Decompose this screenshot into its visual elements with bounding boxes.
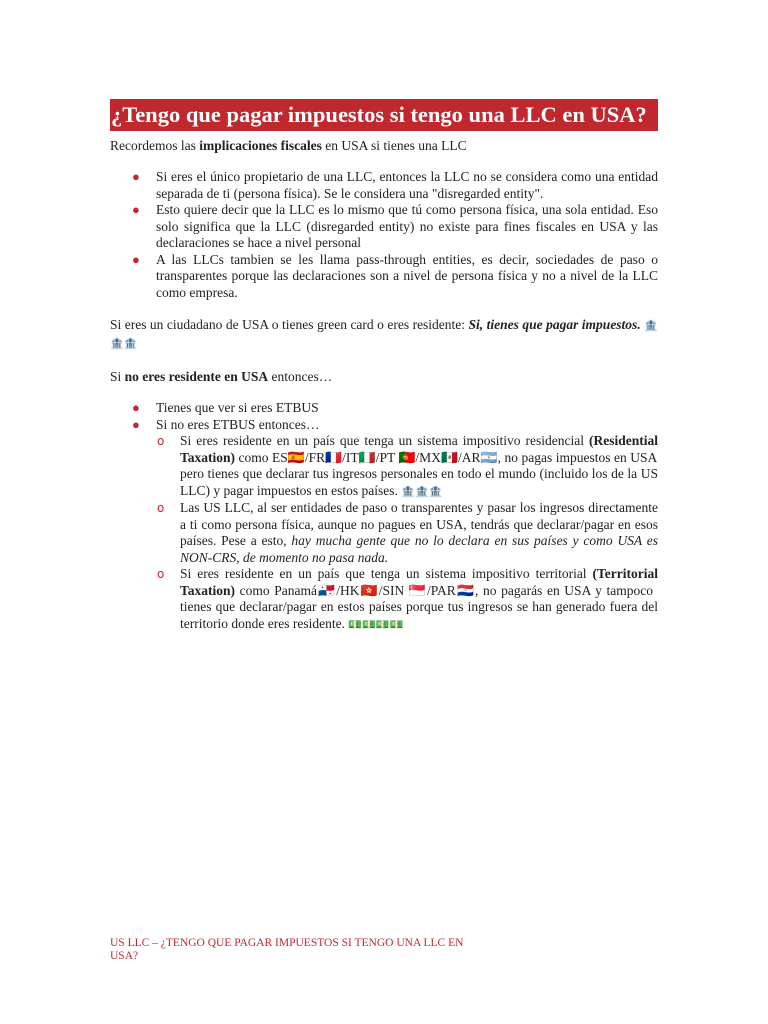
bullet-icon: ● xyxy=(132,416,140,432)
list-item: o Las US LLC, al ser entidades de paso o transparentes y pasar los ingresos directamente a ti como persona física, aunque no pagues en USA, tendrás que declarar/pagar en esos países. Pese a esto, hay mucha gente que no lo declara en sus países y como USA es NON-CRS, de momento no pasa nada. xyxy=(157,500,658,565)
page-title: ¿Tengo que pagar impuestos si tengo una LLC en USA? xyxy=(110,99,658,131)
circle-bullet-icon: o xyxy=(157,567,165,581)
resident-paragraph: Si eres un ciudadano de USA o tienes green card o eres residente: Si, tienes que pagar impuestos. 🏦🏦🏦 xyxy=(110,317,658,350)
nonresident-paragraph: Si no eres residente en USA entonces… xyxy=(110,369,333,384)
list-item: ● A las LLCs tambien se les llama pass-through entities, es decir, sociedades de paso o transparentes porque las declaraciones son a nivel de persona física y no a nivel de la LLC como empresa. xyxy=(132,251,658,300)
bank-icons: 🏦🏦🏦 xyxy=(110,319,658,350)
intro-bold: implicaciones fiscales xyxy=(199,138,322,153)
circle-bullet-icon: o xyxy=(157,434,165,448)
list-item: ● Si no eres ETBUS entonces… o Si eres residente en un país que tenga un sistema impositivo residencial (Residential Taxation) como ES🇪🇸/FR🇫🇷/IT🇮🇹/PT 🇵🇹/MX🇲🇽/AR🇦🇷, no pagas impuestos en USA pero tienes que declarar tus ingresos personales en todo el mundo (incluido los de la US LLC) y pagar impuestos en estos países. 🏦🏦🏦 o Las US LLC, al ser entidades de paso o transparentes y pasar los ingresos directamente a ti como persona física, aunque no pagues en USA, tendrás que declarar/pagar en esos países. Pese a esto, hay mucha gente que no lo declara en sus países y como USA es NON-CRS, de momento no pasa nada. o Si eres residente en un país que tenga un sistema impositivo territorial (Territorial Taxation) como Panamá🇵🇦/HK🇭🇰/SIN 🇸🇬/PAR🇵🇾, no pagarás en USA y tampoco tienes que declarar/pagar en estos países porque tus ingresos se han generado fuera del territorio donde eres residente. 💵💵💵💵 xyxy=(110,417,658,634)
bullet-icon: ● xyxy=(132,169,140,184)
bullet-icon: ● xyxy=(132,202,140,217)
document-body xyxy=(110,99,658,633)
resident-answer: Si, tienes que pagar impuestos. xyxy=(468,317,641,332)
list-item: ● Esto quiere decir que la LLC es lo mismo que tú como persona física, una sola entidad. Eso solo significa que la LLC (disregarded entity) no existe para fines fiscales en USA y las declaraciones se hace a nivel personal xyxy=(132,202,658,250)
list-item: o Si eres residente en un país que tenga un sistema impositivo territorial (Territorial Taxation) como Panamá🇵🇦/HK🇭🇰/SIN 🇸🇬/PAR🇵🇾, no pagarás en USA y tampoco tienes que declarar/pagar en estos países porque tus ingresos se han generado fuera del territorio donde eres residente. 💵💵💵💵 xyxy=(157,566,658,631)
list-item: o Si eres residente en un país que tenga un sistema impositivo residencial (Residential Taxation) como ES🇪🇸/FR🇫🇷/IT🇮🇹/PT 🇵🇹/MX🇲🇽/AR🇦🇷, no pagas impuestos en USA pero tienes que declarar tus ingresos personales en todo el mundo (incluido los de la US LLC) y pagar impuestos en estos países. 🏦🏦🏦 xyxy=(157,433,658,498)
bank-icons: 🏦🏦🏦 xyxy=(397,484,443,498)
bullet-icon: ● xyxy=(132,251,140,267)
intro-paragraph: Recordemos las implicaciones fiscales en USA si tienes una LLC xyxy=(110,138,467,153)
circle-bullet-icon: o xyxy=(157,501,165,515)
money-icons: 💵💵💵💵 xyxy=(344,617,404,631)
page-footer: US LLC – ¿TENGO QUE PAGAR IMPUESTOS SI TENGO UNA LLC EN USA? xyxy=(110,937,464,962)
llc-bullet-list xyxy=(110,169,658,301)
list-item: ● Si eres el único propietario de una LLC, entonces la LLC no se considera como una entidad separada de ti (persona física). Se le considera una "disregarded entity". xyxy=(132,169,658,201)
etbus-sublist xyxy=(110,433,658,633)
list-item: ● Tienes que ver si eres ETBUS xyxy=(132,400,319,415)
etbus-list xyxy=(110,400,658,633)
bullet-icon: ● xyxy=(132,400,140,415)
